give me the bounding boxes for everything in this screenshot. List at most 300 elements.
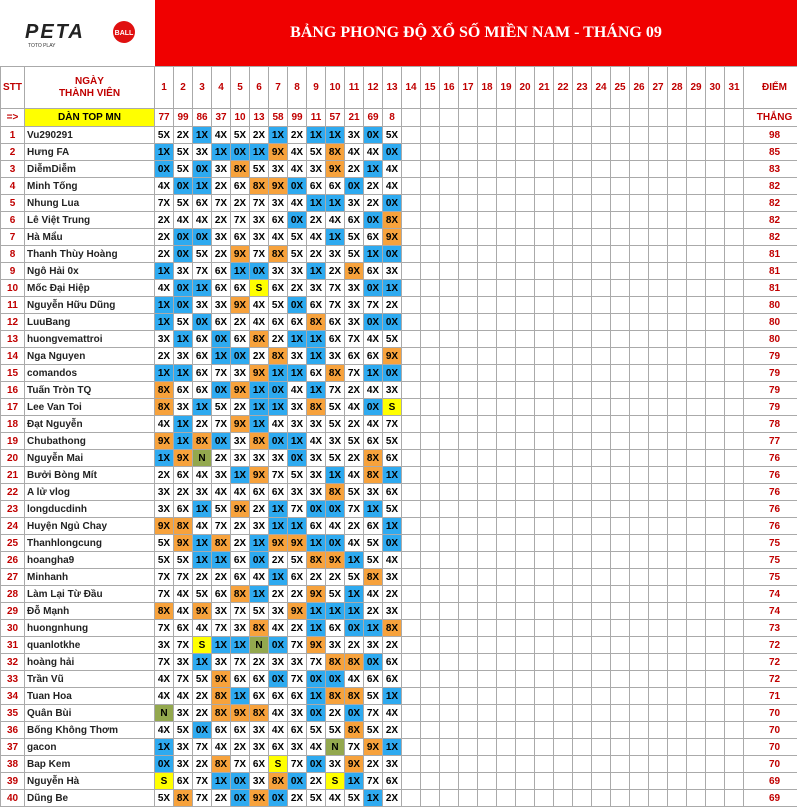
- row-cell: 1X: [307, 535, 326, 552]
- col-ngay-line1: NGÀY: [75, 76, 104, 87]
- row-cell: 5X: [269, 297, 288, 314]
- row-cell: [592, 637, 611, 654]
- row-cell: 6X: [231, 552, 250, 569]
- row-cell: [668, 331, 687, 348]
- row-stt: 1: [1, 127, 25, 144]
- row-cell: [459, 195, 478, 212]
- row-cell: 7X: [345, 739, 364, 756]
- row-cell: [706, 314, 725, 331]
- row-cell: [421, 688, 440, 705]
- row-cell: [478, 756, 497, 773]
- row-cell: 2X: [193, 705, 212, 722]
- row-cell: [402, 280, 421, 297]
- table-row: [1, 263, 797, 280]
- row-cell: 2X: [250, 501, 269, 518]
- row-cell: [554, 246, 573, 263]
- row-cell: [478, 382, 497, 399]
- row-name: Mốc Đại Hiệp: [25, 280, 155, 297]
- row-cell: 0X: [174, 229, 193, 246]
- row-cell: 3X: [155, 637, 174, 654]
- row-cell: [421, 178, 440, 195]
- row-cell: [687, 484, 706, 501]
- col-stt: STT: [1, 67, 25, 109]
- table-row: [1, 790, 797, 807]
- row-score: 70: [744, 756, 797, 773]
- row-cell: 1X: [288, 433, 307, 450]
- row-cell: [611, 382, 630, 399]
- row-cell: 0X: [307, 671, 326, 688]
- row-stt: 29: [1, 603, 25, 620]
- row-cell: [706, 195, 725, 212]
- row-cell: [630, 654, 649, 671]
- row-cell: [459, 501, 478, 518]
- row-cell: 4X: [364, 416, 383, 433]
- row-name: hoangha9: [25, 552, 155, 569]
- row-cell: [592, 790, 611, 807]
- row-cell: 9X: [231, 501, 250, 518]
- row-cell: [497, 161, 516, 178]
- row-cell: [459, 433, 478, 450]
- row-cell: [611, 501, 630, 518]
- row-cell: 5X: [155, 127, 174, 144]
- row-cell: 2X: [193, 756, 212, 773]
- row-cell: 2X: [326, 569, 345, 586]
- row-cell: 3X: [345, 127, 364, 144]
- row-cell: [668, 348, 687, 365]
- row-cell: [668, 518, 687, 535]
- row-cell: [516, 246, 535, 263]
- row-cell: [535, 229, 554, 246]
- row-cell: [687, 314, 706, 331]
- row-cell: 1X: [269, 569, 288, 586]
- row-cell: N: [155, 705, 174, 722]
- row-stt: 26: [1, 552, 25, 569]
- row-cell: [459, 620, 478, 637]
- row-cell: [649, 569, 668, 586]
- row-cell: 5X: [231, 127, 250, 144]
- row-cell: [630, 671, 649, 688]
- row-cell: 3X: [288, 348, 307, 365]
- row-cell: [516, 535, 535, 552]
- row-cell: [421, 790, 440, 807]
- row-cell: [516, 263, 535, 280]
- row-stt: 22: [1, 484, 25, 501]
- row-cell: 3X: [231, 620, 250, 637]
- row-cell: [554, 569, 573, 586]
- top-value: 8: [383, 109, 402, 127]
- row-cell: [630, 467, 649, 484]
- logo: [0, 0, 155, 66]
- row-score: 74: [744, 586, 797, 603]
- row-cell: 8X: [269, 348, 288, 365]
- row-cell: 2X: [345, 518, 364, 535]
- row-cell: 1X: [307, 127, 326, 144]
- row-cell: [687, 280, 706, 297]
- row-cell: 1X: [212, 552, 231, 569]
- row-cell: 6X: [231, 722, 250, 739]
- row-cell: 2X: [345, 450, 364, 467]
- row-cell: [402, 433, 421, 450]
- row-cell: 6X: [364, 671, 383, 688]
- row-cell: [611, 229, 630, 246]
- row-cell: [516, 688, 535, 705]
- row-cell: [497, 399, 516, 416]
- row-cell: 2X: [174, 127, 193, 144]
- row-score: 72: [744, 637, 797, 654]
- row-cell: 2X: [307, 569, 326, 586]
- row-cell: [478, 722, 497, 739]
- row-cell: [459, 688, 478, 705]
- row-name: Nguyễn Hà: [25, 773, 155, 790]
- row-cell: [402, 195, 421, 212]
- row-stt: 7: [1, 229, 25, 246]
- row-stt: 32: [1, 654, 25, 671]
- row-cell: 3X: [307, 416, 326, 433]
- row-cell: [421, 484, 440, 501]
- row-cell: [687, 501, 706, 518]
- row-cell: [706, 603, 725, 620]
- row-cell: [630, 433, 649, 450]
- row-cell: [592, 314, 611, 331]
- row-cell: [459, 773, 478, 790]
- row-cell: [592, 705, 611, 722]
- row-stt: 31: [1, 637, 25, 654]
- row-cell: [649, 280, 668, 297]
- row-stt: 16: [1, 382, 25, 399]
- row-cell: [402, 314, 421, 331]
- row-cell: 3X: [345, 280, 364, 297]
- row-cell: 9X: [326, 161, 345, 178]
- row-cell: 1X: [288, 331, 307, 348]
- row-cell: 6X: [231, 671, 250, 688]
- row-cell: [535, 790, 554, 807]
- row-cell: [497, 433, 516, 450]
- col-ngay-line2: THÀNH VIÊN: [59, 88, 120, 99]
- row-cell: [649, 195, 668, 212]
- row-cell: [668, 450, 687, 467]
- row-cell: 1X: [250, 382, 269, 399]
- row-cell: 3X: [212, 161, 231, 178]
- row-cell: [630, 144, 649, 161]
- row-cell: [573, 399, 592, 416]
- row-stt: 9: [1, 263, 25, 280]
- row-cell: 1X: [193, 501, 212, 518]
- row-name: Ngô Hải 0x: [25, 263, 155, 280]
- row-cell: 0X: [269, 382, 288, 399]
- row-cell: [535, 586, 554, 603]
- row-cell: [706, 331, 725, 348]
- row-cell: [630, 348, 649, 365]
- row-cell: [592, 161, 611, 178]
- row-cell: 0X: [174, 178, 193, 195]
- row-cell: [402, 552, 421, 569]
- row-cell: [497, 212, 516, 229]
- row-cell: 8X: [383, 620, 402, 637]
- row-cell: [478, 739, 497, 756]
- row-cell: [516, 501, 535, 518]
- table-row: [1, 603, 797, 620]
- row-cell: [497, 586, 516, 603]
- row-cell: [478, 671, 497, 688]
- row-cell: [630, 756, 649, 773]
- row-cell: [535, 127, 554, 144]
- row-cell: 0X: [383, 314, 402, 331]
- row-cell: 2X: [231, 535, 250, 552]
- row-cell: 8X: [364, 467, 383, 484]
- row-cell: 8X: [250, 705, 269, 722]
- row-cell: [706, 178, 725, 195]
- row-cell: 6X: [364, 229, 383, 246]
- row-cell: 0X: [193, 161, 212, 178]
- top-value: 69: [364, 109, 383, 127]
- row-cell: [706, 246, 725, 263]
- row-cell: [592, 399, 611, 416]
- row-cell: [459, 365, 478, 382]
- row-cell: [535, 518, 554, 535]
- row-cell: [440, 348, 459, 365]
- row-cell: [725, 739, 744, 756]
- row-cell: [459, 705, 478, 722]
- row-score: 76: [744, 518, 797, 535]
- col-day: 2: [174, 67, 193, 109]
- row-cell: 8X: [364, 450, 383, 467]
- row-name: comandos: [25, 365, 155, 382]
- row-cell: 1X: [288, 518, 307, 535]
- row-cell: [649, 144, 668, 161]
- row-cell: N: [250, 637, 269, 654]
- row-cell: [668, 569, 687, 586]
- row-cell: [592, 450, 611, 467]
- row-name: Vu290291: [25, 127, 155, 144]
- row-cell: 2X: [155, 467, 174, 484]
- row-cell: 7X: [326, 280, 345, 297]
- row-cell: [554, 654, 573, 671]
- row-cell: 4X: [155, 722, 174, 739]
- row-cell: [440, 399, 459, 416]
- row-cell: 1X: [307, 195, 326, 212]
- row-cell: [573, 603, 592, 620]
- row-cell: [421, 399, 440, 416]
- row-cell: [668, 671, 687, 688]
- row-cell: 4X: [345, 399, 364, 416]
- row-cell: [687, 365, 706, 382]
- row-name: longducdinh: [25, 501, 155, 518]
- row-cell: [516, 756, 535, 773]
- row-cell: S: [326, 773, 345, 790]
- row-cell: [459, 790, 478, 807]
- row-cell: [440, 518, 459, 535]
- row-cell: [535, 705, 554, 722]
- col-score: ĐIỂM: [744, 67, 797, 109]
- row-cell: 7X: [193, 263, 212, 280]
- row-cell: 6X: [212, 263, 231, 280]
- row-cell: [649, 688, 668, 705]
- row-cell: [649, 365, 668, 382]
- row-cell: 9X: [174, 450, 193, 467]
- row-cell: 6X: [383, 671, 402, 688]
- row-cell: [706, 433, 725, 450]
- row-cell: [592, 263, 611, 280]
- row-cell: 1X: [155, 144, 174, 161]
- row-cell: [725, 246, 744, 263]
- row-cell: [459, 314, 478, 331]
- row-cell: [402, 756, 421, 773]
- row-stt: 28: [1, 586, 25, 603]
- row-cell: [592, 195, 611, 212]
- row-cell: 3X: [231, 365, 250, 382]
- row-cell: [535, 552, 554, 569]
- row-cell: [402, 637, 421, 654]
- row-cell: 6X: [193, 331, 212, 348]
- row-cell: 0X: [345, 620, 364, 637]
- row-score: 75: [744, 552, 797, 569]
- row-cell: 0X: [326, 501, 345, 518]
- table-row: [1, 161, 797, 178]
- row-cell: 8X: [212, 688, 231, 705]
- top-value: [497, 109, 516, 127]
- row-cell: [516, 773, 535, 790]
- row-cell: [573, 144, 592, 161]
- row-cell: 7X: [231, 654, 250, 671]
- row-stt: 19: [1, 433, 25, 450]
- row-cell: [668, 535, 687, 552]
- row-cell: [497, 263, 516, 280]
- row-cell: 1X: [307, 688, 326, 705]
- row-cell: 1X: [250, 144, 269, 161]
- row-cell: [440, 382, 459, 399]
- row-cell: [459, 518, 478, 535]
- row-cell: 1X: [193, 178, 212, 195]
- row-cell: [497, 195, 516, 212]
- row-cell: [478, 535, 497, 552]
- row-cell: 3X: [193, 484, 212, 501]
- row-name: Bưởi Bòng Mít: [25, 467, 155, 484]
- row-cell: [440, 297, 459, 314]
- row-cell: 6X: [193, 365, 212, 382]
- row-cell: [497, 637, 516, 654]
- row-cell: 3X: [212, 654, 231, 671]
- row-cell: [725, 705, 744, 722]
- row-cell: 1X: [174, 331, 193, 348]
- row-cell: 0X: [288, 297, 307, 314]
- row-cell: [706, 637, 725, 654]
- row-cell: [668, 722, 687, 739]
- row-cell: [478, 161, 497, 178]
- row-cell: [535, 433, 554, 450]
- row-cell: [592, 773, 611, 790]
- table-row: [1, 467, 797, 484]
- row-stt: 30: [1, 620, 25, 637]
- row-cell: 4X: [174, 586, 193, 603]
- row-score: 78: [744, 416, 797, 433]
- row-cell: 1X: [231, 688, 250, 705]
- row-cell: [516, 484, 535, 501]
- row-cell: 8X: [155, 603, 174, 620]
- row-stt: 27: [1, 569, 25, 586]
- row-cell: [440, 620, 459, 637]
- row-cell: [649, 161, 668, 178]
- table-row: [1, 586, 797, 603]
- row-cell: 8X: [212, 705, 231, 722]
- row-cell: [421, 535, 440, 552]
- row-cell: 8X: [345, 688, 364, 705]
- row-cell: [535, 603, 554, 620]
- row-cell: 7X: [155, 195, 174, 212]
- row-cell: 6X: [212, 280, 231, 297]
- row-cell: [554, 773, 573, 790]
- table-row: [1, 620, 797, 637]
- row-cell: [687, 144, 706, 161]
- row-cell: [611, 178, 630, 195]
- row-cell: 8X: [174, 518, 193, 535]
- row-cell: 0X: [364, 399, 383, 416]
- row-cell: [497, 382, 516, 399]
- row-name: Trần Vũ: [25, 671, 155, 688]
- row-cell: [687, 297, 706, 314]
- row-cell: 8X: [155, 382, 174, 399]
- row-cell: S: [155, 773, 174, 790]
- row-stt: 11: [1, 297, 25, 314]
- row-cell: 5X: [174, 722, 193, 739]
- row-cell: [459, 484, 478, 501]
- row-cell: [554, 127, 573, 144]
- row-cell: 9X: [250, 365, 269, 382]
- row-cell: [611, 246, 630, 263]
- row-cell: [535, 773, 554, 790]
- row-cell: 0X: [155, 756, 174, 773]
- col-day: 10: [326, 67, 345, 109]
- row-cell: [440, 586, 459, 603]
- row-stt: 13: [1, 331, 25, 348]
- row-cell: 4X: [307, 433, 326, 450]
- row-cell: 4X: [155, 280, 174, 297]
- row-cell: [516, 280, 535, 297]
- table-row: [1, 773, 797, 790]
- row-cell: [440, 229, 459, 246]
- row-cell: [592, 178, 611, 195]
- col-day: 8: [288, 67, 307, 109]
- row-cell: [706, 688, 725, 705]
- row-cell: [459, 552, 478, 569]
- row-cell: 8X: [269, 773, 288, 790]
- row-cell: [592, 552, 611, 569]
- row-cell: 2X: [269, 552, 288, 569]
- row-cell: 2X: [269, 331, 288, 348]
- row-cell: [573, 790, 592, 807]
- row-cell: [497, 552, 516, 569]
- row-name: Nguyễn Mai: [25, 450, 155, 467]
- row-cell: [592, 484, 611, 501]
- row-cell: 1X: [250, 535, 269, 552]
- row-cell: [554, 297, 573, 314]
- row-cell: [421, 195, 440, 212]
- row-cell: 6X: [212, 586, 231, 603]
- row-cell: 0X: [269, 790, 288, 807]
- row-cell: [478, 144, 497, 161]
- table-row: [1, 569, 797, 586]
- row-cell: [478, 450, 497, 467]
- row-cell: 2X: [193, 688, 212, 705]
- row-cell: [421, 450, 440, 467]
- row-cell: 1X: [193, 399, 212, 416]
- row-cell: [668, 246, 687, 263]
- row-cell: [478, 518, 497, 535]
- row-score: 82: [744, 212, 797, 229]
- row-cell: 8X: [326, 484, 345, 501]
- table-row: [1, 229, 797, 246]
- row-cell: 6X: [364, 518, 383, 535]
- row-cell: [516, 399, 535, 416]
